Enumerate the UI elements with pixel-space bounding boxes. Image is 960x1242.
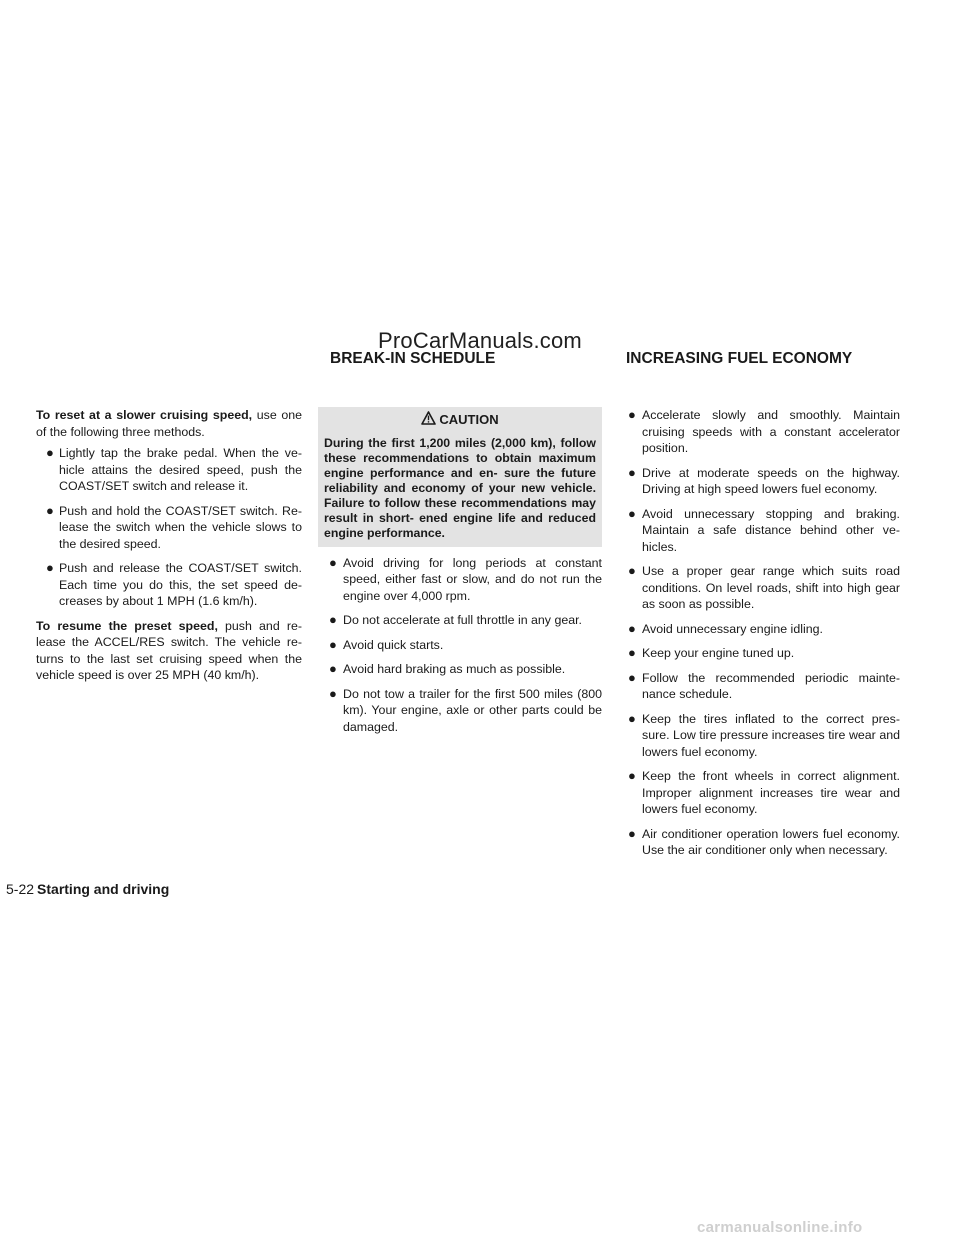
resume-text: push and re- lease the ACCEL/RES switch. The vehicle re- turns to the last set cruising speed when the vehicle speed is over 25 MPH (40 km/h). [36, 618, 302, 682]
reset-slower-paragraph [36, 407, 302, 440]
list-item: ● Accelerate slowly and smoothly. Maintain cruising speeds with a constant accelerator position. [628, 407, 900, 455]
middle-column [318, 407, 602, 743]
fuel-economy-list [617, 407, 900, 859]
watermark-carmanualsonline: carmanualsonline.info [697, 1219, 863, 1236]
list-item: ● Push and release the COAST/SET switch. Each time you do this, the set speed de- creases by about 1 MPH (1.6 km/h). [46, 560, 302, 608]
bullet-icon: ● [329, 661, 337, 676]
list-item: ● Lightly tap the brake pedal. When the ve- hicle attains the desired speed, push the COAST/SET switch and release it. [46, 445, 302, 493]
list-item: ● Follow the recommended periodic mainte- nance schedule. [628, 669, 900, 701]
bullet-icon: ● [329, 612, 337, 627]
bullet-icon: ● [628, 710, 636, 726]
caution-box [318, 407, 602, 547]
heading-break-in-schedule: BREAK-IN SCHEDULE [330, 350, 496, 367]
right-column [617, 407, 900, 867]
list-item: ● Keep your engine tuned up. [628, 645, 795, 660]
reset-slower-lead: To reset at a slower cruising speed, [36, 408, 253, 422]
list-item: ● Keep the tires inflated to the correct pres- sure. Low tire pressure increases tire wear and lowers fuel economy. [628, 710, 900, 759]
bullet-icon: ● [46, 445, 54, 460]
list-item: ● Drive at moderate speeds on the highway. Driving at high speed lowers fuel economy. [628, 464, 900, 496]
list-item: ● Avoid quick starts. [329, 636, 444, 652]
bullet-icon: ● [628, 768, 636, 783]
bullet-icon: ● [329, 636, 337, 652]
bullet-icon: ● [628, 825, 636, 841]
break-in-list [318, 555, 602, 736]
reset-methods-list [36, 445, 302, 610]
bullet-icon: ● [46, 502, 54, 518]
bullet-icon: ● [628, 563, 636, 578]
caution-header [324, 411, 596, 430]
caution-text: During the first 1,200 miles (2,000 km), follow these recommendations to obtain maximum engine performance and en- sure the future reliability and economy of your new vehicle. Failure to follow these recommendations may result in short- ened engine life and reduced engine performance. [324, 435, 596, 540]
bullet-icon: ● [329, 554, 337, 570]
list-item: ● Do not accelerate at full throttle in any gear. [329, 612, 583, 627]
list-item: ● Push and hold the COAST/SET switch. Re- lease the switch when the vehicle slows to the desired speed. [46, 502, 302, 551]
bullet-icon: ● [628, 407, 636, 422]
list-item: ● Do not tow a trailer for the first 500 miles (800 km). Your engine, axle or other parts could be damaged. [329, 685, 602, 734]
bullet-icon: ● [628, 464, 636, 480]
page-number: 5-22 [6, 881, 35, 897]
bullet-icon: ● [628, 505, 636, 521]
bullet-icon: ● [46, 560, 54, 575]
reset-slower-text: use one of the following three methods. [36, 408, 302, 439]
list-item: ● Use a proper gear range which suits road conditions. On level roads, shift into high gear as soon as possible. [628, 563, 900, 611]
resume-lead: To resume the preset speed, [36, 618, 218, 633]
bullet-icon: ● [628, 620, 636, 636]
bullet-icon: ● [628, 645, 636, 660]
left-column [36, 407, 302, 689]
bullet-icon: ● [329, 685, 337, 701]
list-item: ● Avoid unnecessary engine idling. [628, 620, 823, 636]
list-item: ● Avoid unnecessary stopping and braking. Maintain a safe distance behind other ve- hicles. [628, 505, 900, 554]
list-item: ● Avoid driving for long periods at constant speed, either fast or slow, and do not run the engine over 4,000 rpm. [329, 554, 602, 603]
chapter-title: Starting and driving [37, 881, 170, 897]
caution-title: CAUTION [439, 412, 499, 427]
page-footer [6, 881, 169, 897]
resume-paragraph [36, 618, 302, 684]
heading-increasing-fuel-economy: INCREASING FUEL ECONOMY [626, 350, 853, 367]
list-item: ● Avoid hard braking as much as possible. [329, 661, 566, 676]
watermark-procarmanuals: ProCarManuals.com [378, 328, 582, 353]
list-item: ● Keep the front wheels in correct alignment. Improper alignment increases tire wear and lowers fuel economy. [628, 768, 900, 816]
warning-triangle-icon [421, 411, 436, 430]
bullet-icon: ● [628, 669, 636, 685]
list-item: ● Air conditioner operation lowers fuel economy. Use the air conditioner only when necessary. [628, 825, 900, 857]
